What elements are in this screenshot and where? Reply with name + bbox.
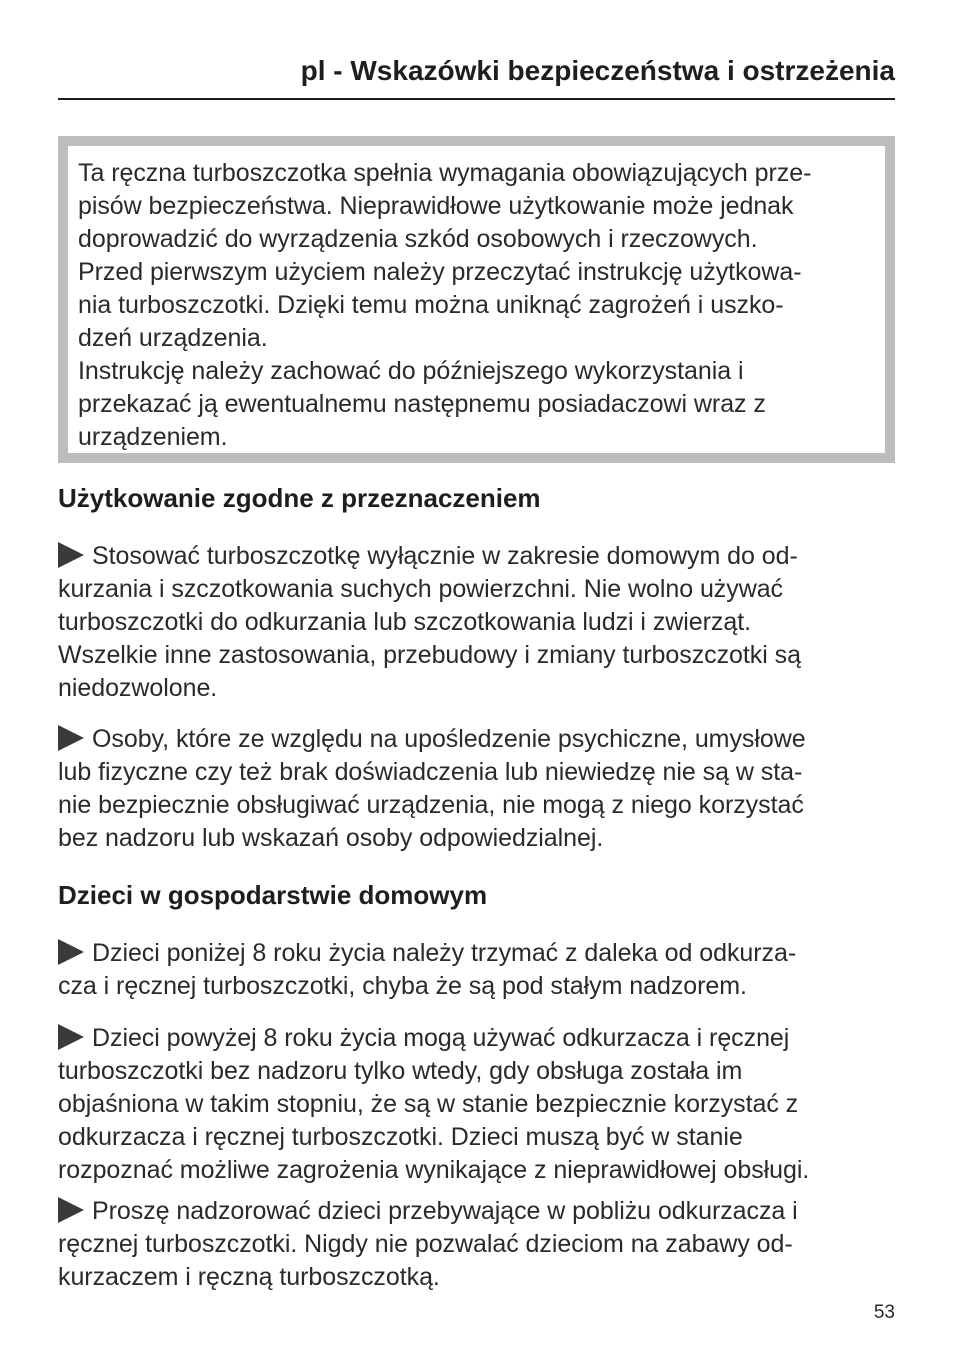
warning-line: Przed pierwszym użyciem należy przeczytać instrukcję użytkowa- — [78, 258, 802, 286]
triangle-right-icon — [58, 725, 84, 751]
paragraph-line-text: Dzieci poniżej 8 roku życia należy trzymać z daleka od odkurza- — [92, 939, 797, 967]
paragraph-line-text: Proszę nadzorować dzieci przebywające w pobliżu odkurzacza i — [92, 1197, 798, 1225]
paragraph-line: rozpoznać możliwe zagrożenia wynikające z nieprawidłowej obsługi. — [58, 1156, 810, 1184]
paragraph-line — [58, 540, 898, 573]
warning-line: urządzeniem. — [78, 423, 228, 451]
page-title: pl - Wskazówki bezpieczeństwa i ostrzeżenia — [300, 55, 895, 86]
warning-line: Ta ręczna turboszczotka spełnia wymagania obowiązujących prze- — [78, 159, 812, 187]
paragraph-line: ręcznej turboszczotki. Nigdy nie pozwalać dzieciom na zabawy od- — [58, 1230, 793, 1258]
paragraph-line: kurzania i szczotkowania suchych powierzchni. Nie wolno używać — [58, 575, 784, 603]
paragraph-line — [58, 1195, 898, 1228]
safety-warning-content — [68, 146, 885, 453]
paragraph-children-1 — [58, 937, 898, 1003]
paragraph-line — [58, 937, 898, 970]
paragraph-line: bez nadzoru lub wskazań osoby odpowiedzialnej. — [58, 824, 604, 852]
triangle-right-icon — [58, 1024, 84, 1050]
paragraph-line-text: Stosować turboszczotkę wyłącznie w zakresie domowym do od- — [92, 542, 798, 570]
triangle-right-icon — [58, 1197, 84, 1223]
paragraph-line: objaśniona w takim stopniu, że są w stanie bezpiecznie korzystać z — [58, 1090, 799, 1118]
paragraph-line: turboszczotki bez nadzoru tylko wtedy, gdy obsługa została im — [58, 1057, 743, 1085]
triangle-right-icon — [58, 939, 84, 965]
paragraph-line: turboszczotki do odkurzania lub szczotkowania ludzi i zwierząt. — [58, 608, 752, 636]
warning-line: pisów bezpieczeństwa. Nieprawidłowe użytkowanie może jednak — [78, 192, 794, 220]
paragraph-line: odkurzacza i ręcznej turboszczotki. Dzieci muszą być w stanie — [58, 1123, 743, 1151]
paragraph-children-3 — [58, 1195, 898, 1294]
paragraph-line-text: Osoby, które ze względu na upośledzenie psychiczne, umysłowe — [92, 725, 806, 753]
paragraph-intended-use-1 — [58, 540, 898, 705]
warning-line: nia turboszczotki. Dzięki temu można uniknąć zagrożeń i uszko- — [78, 291, 784, 319]
triangle-right-icon — [58, 542, 84, 568]
paragraph-line — [58, 1022, 898, 1055]
paragraph-line-text: Dzieci powyżej 8 roku życia mogą używać odkurzacza i ręcznej — [92, 1024, 790, 1052]
safety-warning-box — [58, 136, 895, 463]
page-number: 53 — [873, 1302, 895, 1323]
paragraph-line — [58, 723, 898, 756]
paragraph-line: nie bezpiecznie obsługiwać urządzenia, nie mogą z niego korzystać — [58, 791, 804, 819]
paragraph-line: niedozwolone. — [58, 674, 218, 702]
paragraph-line: kurzaczem i ręczną turboszczotką. — [58, 1263, 440, 1291]
page-header — [58, 50, 895, 100]
section-heading-intended-use: Użytkowanie zgodne z przeznaczeniem — [58, 483, 541, 513]
paragraph-line: cza i ręcznej turboszczotki, chyba że są pod stałym nadzorem. — [58, 972, 747, 1000]
paragraph-children-2 — [58, 1022, 898, 1187]
warning-line: doprowadzić do wyrządzenia szkód osobowych i rzeczowych. — [78, 225, 758, 253]
section-heading-children: Dzieci w gospodarstwie domowym — [58, 880, 488, 910]
warning-line: dzeń urządzenia. — [78, 324, 268, 352]
paragraph-line: Wszelkie inne zastosowania, przebudowy i zmiany turboszczotki są — [58, 641, 801, 669]
paragraph-intended-use-2 — [58, 723, 898, 855]
paragraph-line: lub fizyczne czy też brak doświadczenia lub niewiedzę nie są w sta- — [58, 758, 803, 786]
warning-line: Instrukcję należy zachować do późniejszego wykorzystania i — [78, 357, 744, 385]
warning-line: przekazać ją ewentualnemu następnemu posiadaczowi wraz z — [78, 390, 766, 418]
